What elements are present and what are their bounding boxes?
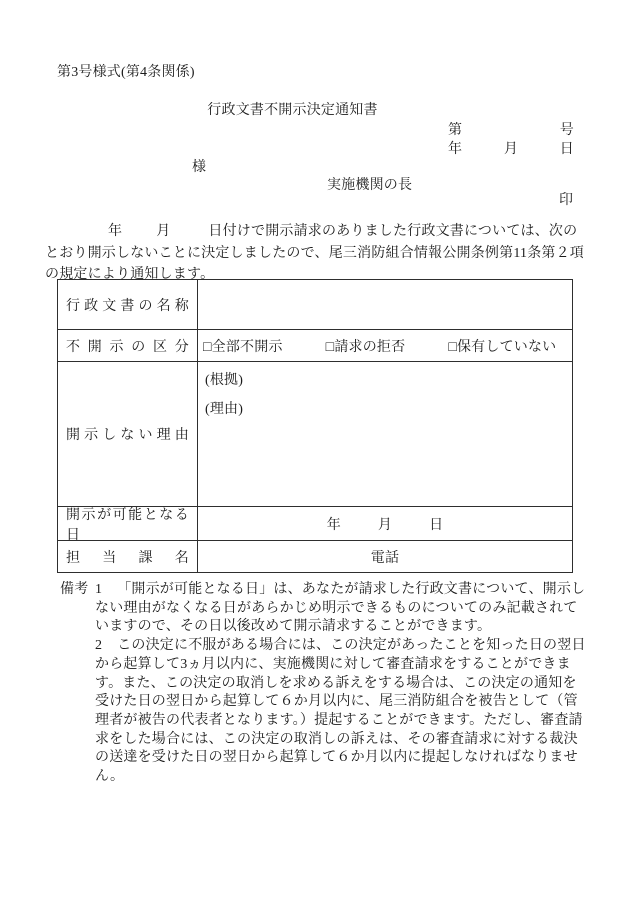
remarks-item-1-gap <box>102 592 117 593</box>
nondisclosure-reason-field[interactable] <box>198 362 572 506</box>
issue-date-line[interactable] <box>448 138 574 158</box>
table-row-disclosure-possible-date <box>58 507 572 541</box>
option-request-refusal-label: 請求の拒否 <box>334 339 406 355</box>
option-not-held[interactable] <box>448 336 556 356</box>
remarks-section <box>60 581 587 787</box>
remarks-item-2-gap <box>102 648 117 649</box>
table-row-document-name <box>58 280 572 330</box>
section-in-charge-label: 担当課名 <box>66 550 189 566</box>
remarks-item-2 <box>95 637 587 787</box>
disclosure-possible-date-label-cell <box>58 507 198 543</box>
remarks-item-1 <box>95 581 587 637</box>
nondisclosure-reason-label: 開示しない理由 <box>66 428 189 443</box>
document-name-field[interactable] <box>198 280 572 329</box>
nondisclosure-reason-label-cell <box>58 362 198 506</box>
page-title: 行政文書不開示決定通知書 <box>207 103 378 118</box>
body-paragraph-text: 付けで開示請求のありました行政文書については、次のとおり開示しないことに決定しましたので、尾三消防組合情報公開条例第11条第２項の規定により通知します。 <box>45 224 584 283</box>
request-date-month-label: 月 <box>156 224 171 239</box>
telephone-label: 電話 <box>370 550 400 566</box>
option-request-refusal[interactable] <box>326 336 406 356</box>
disclosure-category-label: 不開示の区分 <box>66 339 189 355</box>
notice-table <box>57 279 573 573</box>
doc-number-suffix: 号 <box>559 123 574 138</box>
section-in-charge-field[interactable] <box>198 541 572 572</box>
remarks-item-1-text: 「開示が可能となる日」は、あなたが請求した行政文書について、開示しない理由がなくなる日があらかじめ明示できるものについてのみ記載されていますので、その日以後改めて開示請求することができます。 <box>95 582 586 635</box>
table-row-disclosure-category <box>58 330 572 362</box>
possible-date-year-label: 年 <box>326 517 341 533</box>
request-date-day-label: 日 <box>208 224 223 239</box>
body-paragraph <box>45 221 585 286</box>
doc-number-line <box>448 119 574 139</box>
option-not-held-label: 保有していない <box>456 339 557 355</box>
disclosure-possible-date-label: 開示が可能となる日 <box>66 507 189 543</box>
addressee-suffix: 様 <box>192 160 207 175</box>
remarks-items <box>95 581 587 787</box>
request-date-year-label: 年 <box>108 224 123 239</box>
document-name-label-cell <box>58 280 198 329</box>
option-full-nondisclosure[interactable] <box>203 336 283 356</box>
issue-date-year-label: 年 <box>448 142 463 157</box>
option-full-nondisclosure-label: 全部不開示 <box>211 339 283 355</box>
issue-date-day-label: 日 <box>559 142 574 157</box>
grounds-label: (根拠) <box>205 373 244 388</box>
possible-date-month-label: 月 <box>377 517 393 533</box>
reason-label: (理由) <box>205 402 244 417</box>
disclosure-category-label-cell <box>58 330 198 361</box>
checkbox-icon[interactable]: □ <box>203 339 212 355</box>
table-row-section-in-charge <box>58 541 572 572</box>
remarks-item-1-number: 1 <box>95 582 103 597</box>
issuer-title: 実施機関の長 <box>327 178 413 193</box>
section-in-charge-label-cell <box>58 541 198 572</box>
checkbox-icon[interactable]: □ <box>448 339 457 355</box>
remarks-item-2-number: 2 <box>95 638 103 654</box>
disclosure-category-options <box>198 330 572 361</box>
remarks-item-2-text: この決定に不服がある場合には、この決定があったことを知った日の翌日から起算して3ヵ月以内に、実施機関に対して審査請求をすることができます。また、この決定の取消しを求める訴えをする場合は、この決定の通知を受けた日の翌日から起算して６か月以内に、尾三消防組合を被告として（管理者が被告の代表者となります。）提起することができます。ただし、審査請求をした場合には、この決定の取消しの訴えは、その審査請求に対する裁決の送達を受けた日の翌日から起算して６か月以内に提起しなければなりません。 <box>95 638 586 785</box>
checkbox-icon[interactable]: □ <box>325 339 335 355</box>
request-date-year-blank[interactable] <box>45 234 108 235</box>
disclosure-possible-date-field[interactable] <box>198 507 572 540</box>
request-date-day-blank[interactable] <box>170 234 208 235</box>
form-number: 第3号様式(第4条関係) <box>57 65 195 80</box>
seal-mark: 印 <box>559 193 574 208</box>
issue-date-month-label: 月 <box>503 142 519 157</box>
table-row-nondisclosure-reason <box>58 362 572 507</box>
remarks-label: 備考 <box>60 582 89 597</box>
document-name-label: 行政文書の名称 <box>66 298 189 314</box>
possible-date-day-label: 日 <box>429 517 444 533</box>
doc-number-blank[interactable] <box>462 119 560 120</box>
request-date-month-blank[interactable] <box>122 234 156 235</box>
doc-number-prefix: 第 <box>448 123 463 138</box>
